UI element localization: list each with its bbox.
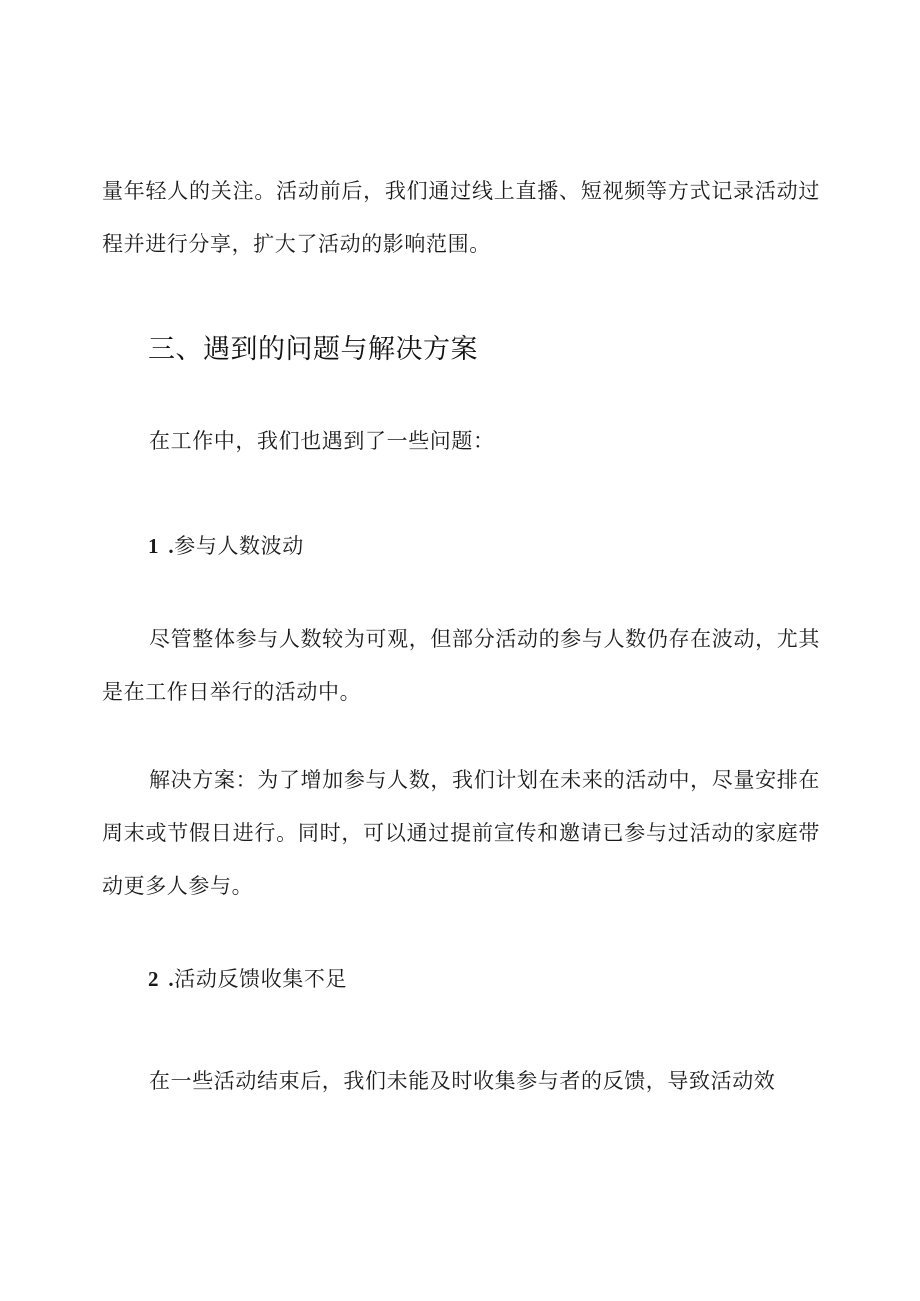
list-item-1: [148, 530, 304, 560]
list-item-1-dot: .: [168, 534, 175, 558]
paragraph-issue-1: 尽管整体参与人数较为可观，但部分活动的参与人数仍存在波动，尤其是在工作日举行的活动中。: [102, 627, 820, 704]
paragraph-intro: 在工作中，我们也遇到了一些问题：: [149, 429, 495, 453]
list-item-2-dot: .: [168, 967, 175, 991]
list-item-2-number: 2: [148, 967, 160, 991]
paragraph-issue-2: 在一些活动结束后，我们未能及时收集参与者的反馈，导致活动效: [149, 1069, 776, 1093]
paragraph-continuation: 量年轻人的关注。活动前后，我们通过线上直播、短视频等方式记录活动过程并进行分享，扩大了活动的影响范围。: [102, 179, 820, 256]
paragraph-solution-1: 解决方案：为了增加参与人数，我们计划在未来的活动中，尽量安排在周末或节假日进行。同时，可以通过提前宣传和邀请已参与过活动的家庭带动更多人参与。: [102, 768, 820, 898]
list-item-1-number: 1: [148, 534, 160, 558]
list-item-2-text: 活动反馈收集不足: [174, 967, 348, 991]
list-item-2: [148, 963, 347, 993]
list-item-1-text: 参与人数波动: [174, 534, 304, 558]
section-heading: 三、遇到的问题与解决方案: [148, 334, 478, 365]
